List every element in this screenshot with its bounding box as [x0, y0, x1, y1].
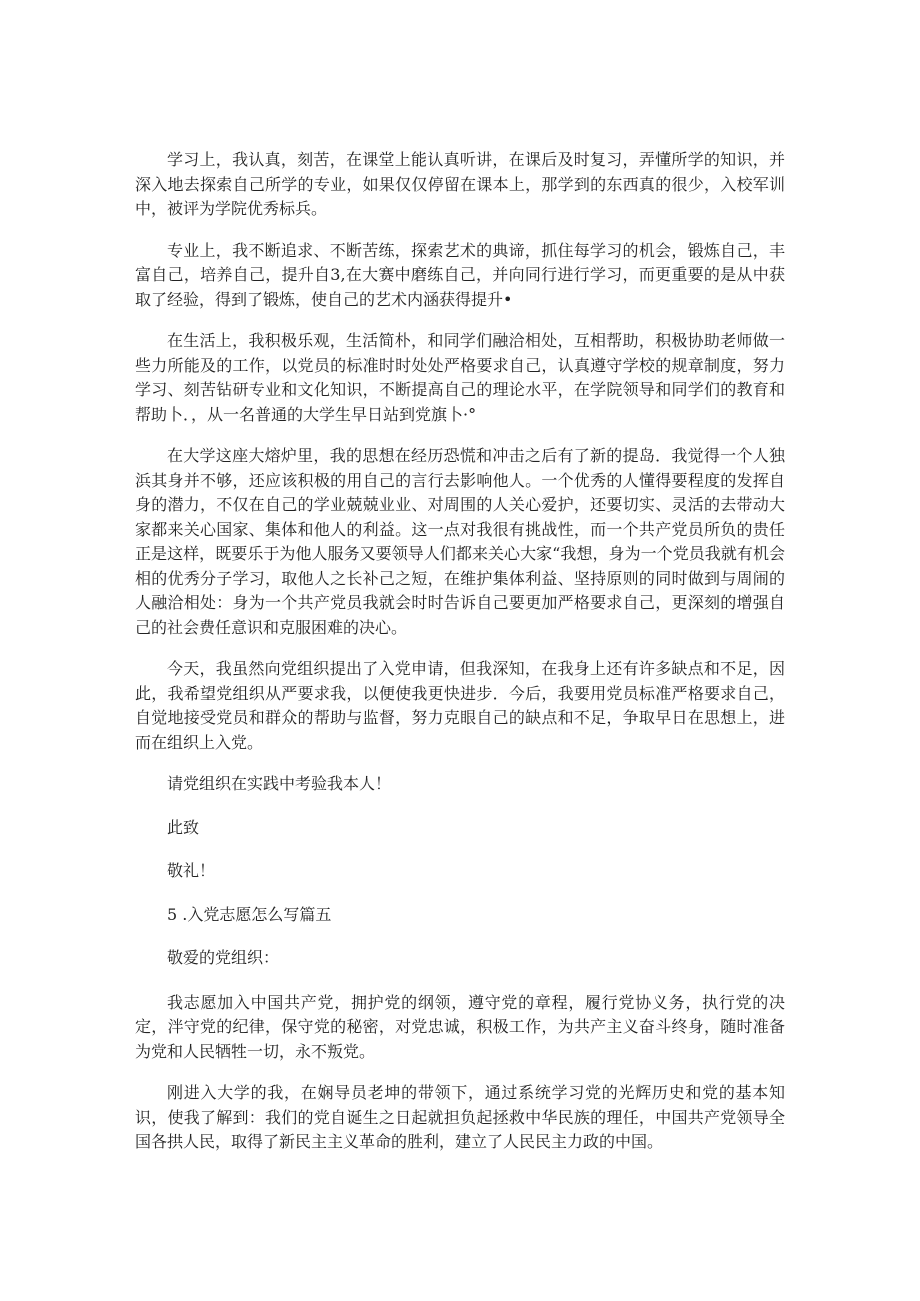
closing-cizhi: 此致	[167, 817, 200, 837]
salutation: 敬爱的党组织：	[167, 948, 280, 967]
paragraph-university: 刚进入大学的我，在娴导员老坤的带领下，通过系统学习党的光辉历史和党的基本知识，使我了解到：我们的党自诞生之日起就担负起拯救中华民族的理任，中国共产党领导全国各拱人民，取得了新民主主义革命的胜利，建立了人民民主力政的中国。	[135, 1083, 785, 1151]
paragraph-today: 今天，我虽然向党组织提出了入党申请，但我深知，在我身上还有许多缺点和不足，因此，我希望党组织从严要求我，以便使我更快进步．今后，我要用党员标准严格要求自己，自觉地接受党员和群众的帮助与监督，努力克眼自己的缺点和不足，争取早日在思想上，进而在组织上入党。	[135, 659, 785, 752]
section-heading: 5 .入党志愿怎么写篇五	[167, 904, 332, 924]
paragraph-thought: 在大学这座大熔炉里，我的思想在经历恐慌和冲击之后有了新的提岛．我觉得一个人独浜其身并不够，还应该积极的用自己的言行去影响他人。一个优秀的人懂得要程度的发挥自身的潜力，不仅在自己的学业兢兢业业、对周围的人关心爱护，还要切实、灵活的去带动大家都来关心国家、集体和他人的利益。这一点对我很有挑战性，而一个共产党员所负的贵任正是这样，既要乐于为他人服务又要领导人们都来关心大家“我想，身为一个党员我就有机会相的优秀分子学习，取他人之长补己之短，在维护集体利益、坚持原则的同时做到与周闹的人融洽相处：身为一个共产党员我就会时时告诉自己要更加严格要求自己，更深刻的增强自己的社会费任意识和克服困难的决心。	[135, 446, 785, 637]
paragraph-life: 在生活上，我积极乐观，生活简朴，和同学们融洽相处，互相帮助，积极协助老师做一些力所能及的工作，以党员的标准时时处处严格要求自己，认真遵守学校的规章制度，努力学习、刻苦钻研专业和文化知识，不断提高自己的理论水平，在学院领导和同学们的教育和帮助卜．，从一名普通的大学生早日站到党旗卜·°	[135, 331, 785, 424]
document-page	[135, 148, 785, 1172]
closing-jingli: 敬礼！	[167, 861, 216, 880]
paragraph-pledge: 我志愿加入中国共产党，拥护党的纲领，遵守党的章程，履行党协义务，执行党的决定，泮守党的纪律，保守党的秘密，对党忠诚，积极工作，为共产主义奋斗终身，随时准备为党和人民牺牲一切，永不叛党。	[135, 992, 785, 1061]
paragraph-request: 请党组织在实践中考验我本人！	[167, 774, 392, 793]
paragraph-major: 专业上，我不断追求、不断苦练，探索艺术的典谛，抓住每学习的机会，锻炼自己，丰富自己，培养自己，提升自3,在大赛中磨练自己，并向同行进行学习，而更重要的是从中获取了经验，得到了锻炼，使自己的艺术内涵获得提升•	[135, 240, 785, 309]
paragraph-study: 学习上，我认真，刻苦，在课堂上能认真听讲，在课后及时复习，弄懂所学的知识，并深入地去探索自己所学的专业，如果仅仅停留在课本上，那学到的东西真的很少，入校军训中，被评为学院优秀标兵。	[135, 150, 785, 218]
